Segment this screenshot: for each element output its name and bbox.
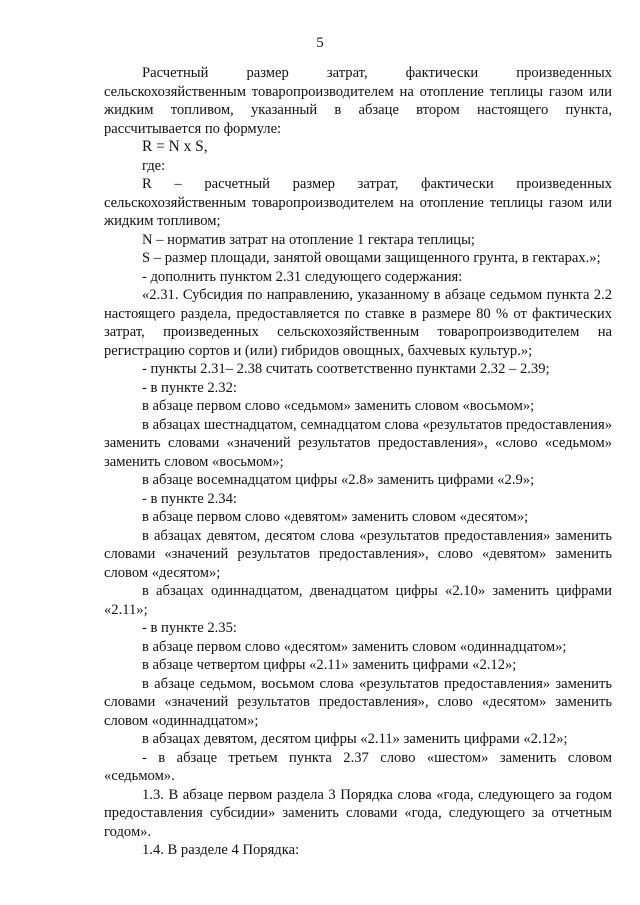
amendment-item: в абзаце седьмом, восьмом слова «результатов предоставления» заменить словами «значений результатов предоставления», слово «десятом» заменить словом «одиннадцатом»; [104,675,612,729]
amendment-item: в абзацах шестнадцатом, семнадцатом слова «результатов предоставления» заменить словами «значений результатов предоставления», «слово «седьмом» заменить словом «восьмом»; [104,416,612,470]
section-1-4: 1.4. В разделе 4 Порядка: [142,842,300,858]
amendment-item: в абзаце первом слово «десятом» заменить словом «одиннадцатом»; [142,638,567,655]
amendment-item: - в пункте 2.35: [142,620,237,636]
amendment-item: в абзаце восемнадцатом цифры «2.8» заменить цифрами «2.9»; [142,472,535,488]
amendment-item: - в пункте 2.32: [142,379,237,396]
amendment-item: в абзаце первом слово «седьмом» заменить словом «восьмом»; [142,398,535,414]
amendment-item: в абзацах одиннадцатом, двенадцатом цифры «2.10» заменить цифрами «2.11»; [104,583,612,618]
paragraph-2-31: «2.31. Субсидия по направлению, указанному в абзаце седьмом пункта 2.2 настоящего раздела, предоставляется по ставке в размере 80 % от фактических затрат, произведенных сельскохозяйственным товаропроизводителем на регистрацию сортов и (или) гибридов овощных, бахчевых культур.»; [104,287,612,359]
paragraph-where: где: [142,157,166,174]
page-number: 5 [316,35,324,51]
amendment-item: в абзацах девятом, десятом слова «результатов предоставления» заменить словами «значений результатов предоставления», слово «девятом» заменить словом «десятом»; [104,527,612,581]
paragraph-formula-intro: Расчетный размер затрат, фактически произведенных сельскохозяйственным товаропроизводителем на отопление теплицы газом или жидким топливом, указанный в абзаце втором настоящего пункта, рассчитывается по формуле: [104,65,612,137]
amendment-item: - пункты 2.31– 2.38 считать соответственно пунктами 2.32 – 2.39; [142,361,550,377]
section-1-3: 1.3. В абзаце первом раздела 3 Порядка слова «года, следующего за годом предоставления субсидии» заменить словами «года, следующего за отчетным годом». [104,786,612,840]
amendment-item: в абзаце четвертом цифры «2.11» заменить цифрами «2.12»; [142,657,517,673]
formula: R = N x S, [142,138,208,155]
definition-n: N – норматив затрат на отопление 1 гектара теплицы; [142,231,475,248]
amendment-item: - в пункте 2.34: [142,490,237,507]
definition-s: S – размер площади, занятой овощами защищенного грунта, в гектарах.»; [142,250,601,266]
document-body [104,64,612,860]
definition-r: R – расчетный размер затрат, фактически произведенных сельскохозяйственным товаропроизводителем на отопление теплицы газом или жидким топливом; [104,176,612,229]
amendment-item: - в абзаце третьем пункта 2.37 слово «шестом» заменить словом «седьмом». [104,749,612,784]
amendment-item: в абзаце первом слово «девятом» заменить словом «десятом»; [142,509,529,525]
amendment-item: - дополнить пунктом 2.31 следующего содержания: [142,268,463,285]
amendment-item: в абзацах девятом, десятом цифры «2.11» заменить цифрами «2.12»; [142,731,568,747]
